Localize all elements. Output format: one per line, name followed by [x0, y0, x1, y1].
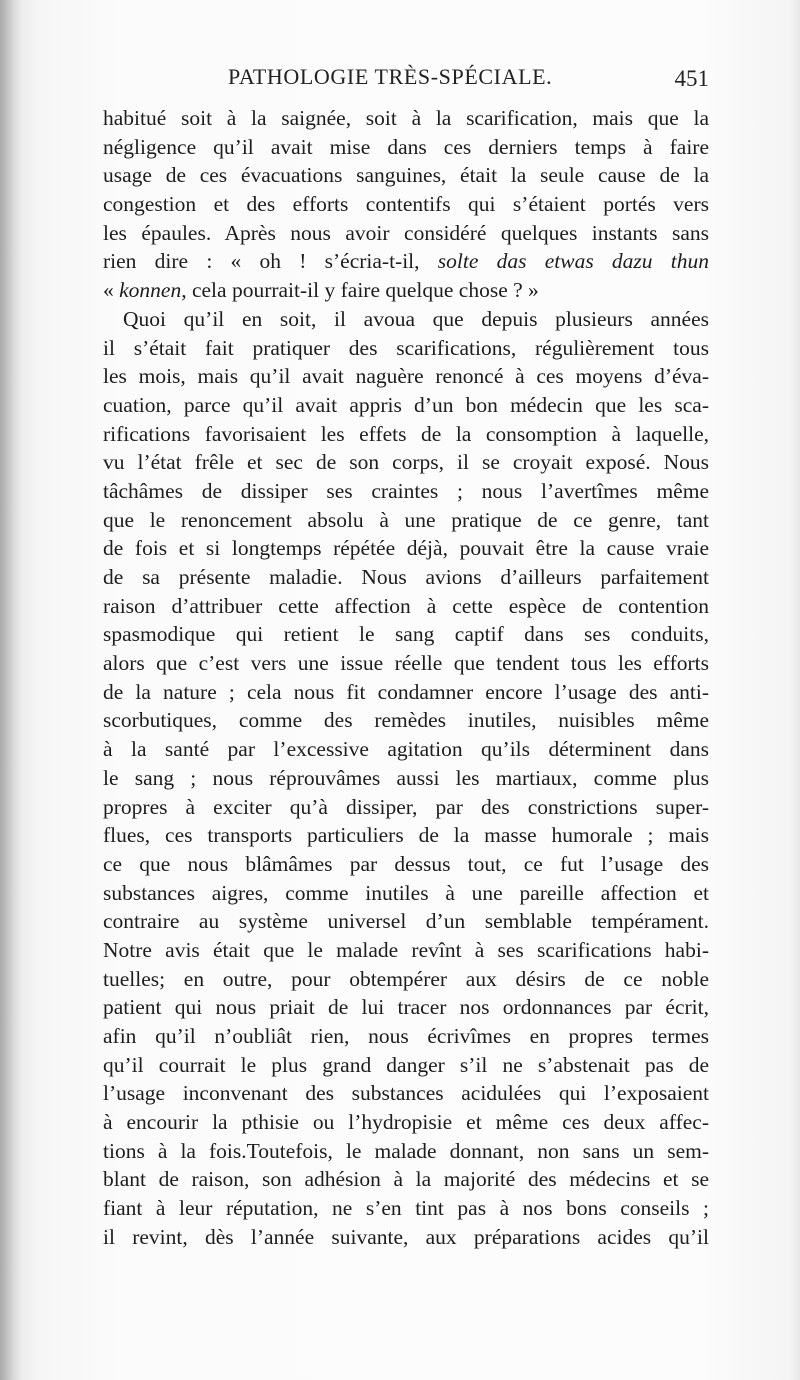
text-line-part: rien dire : « oh ! s’écria-t-il, [103, 249, 438, 274]
text-line-with-italic [103, 247, 709, 276]
running-head [103, 62, 709, 96]
text-line: alors que c’est vers une issue réelle que tendent tous les efforts [103, 651, 709, 676]
text-line: raison d’attribuer cette affection à cette espèce de contention [103, 593, 709, 618]
text-line: le sang ; nous réprouvâmes aussi les martiaux, comme plus [103, 765, 709, 790]
text-line: à la santé par l’excessive agitation qu’ils déterminent dans [103, 737, 709, 762]
page-number: 451 [674, 66, 709, 91]
text-line: habitué soit à la saignée, soit à la scarification, mais que la [103, 106, 709, 130]
text-line: que le renoncement absolu à une pratique de ce genre, tant [103, 507, 709, 532]
text-line: scorbutiques, comme des remèdes inutiles, nuisibles même [103, 708, 709, 733]
text-line: tâchâmes de dissiper ses craintes ; nous l’avertîmes même [103, 478, 709, 503]
text-line: substances aigres, comme inutiles à une pareille affection et [103, 880, 709, 905]
italic-word: konnen [119, 278, 182, 303]
text-line: vu l’état frêle et sec de son corps, il se croyait exposé. Nous [103, 450, 709, 475]
text-line-with-italic [103, 276, 709, 305]
text-line: fiant à leur réputation, ne s’en tint pas à nos bons conseils ; [103, 1196, 709, 1221]
text-line: spasmodique qui retient le sang captif dans ses conduits, [103, 622, 709, 647]
body-text [103, 104, 709, 1252]
text-line: contraire au système universel d’un semblable tempérament. [103, 909, 709, 934]
text-line: négligence qu’il avait mise dans ces derniers temps à faire [103, 134, 709, 159]
text-line: ce que nous blâmâmes par dessus tout, ce fut l’usage des [103, 851, 709, 876]
text-line: l’usage inconvenant des substances acidulées qui l’exposaient [103, 1081, 709, 1106]
text-line: blant de raison, son adhésion à la majorité des médecins et se [103, 1167, 709, 1192]
gutter-shadow [0, 0, 22, 1380]
text-line: congestion et des efforts contentifs qui s’étaient portés vers [103, 192, 709, 217]
page-header-title: PATHOLOGIE TRÈS-SPÉCIALE. [228, 64, 553, 89]
text-line: cuation, parce qu’il avait appris d’un bon médecin que les sca- [103, 392, 709, 417]
text-line: afin qu’il n’oubliât rien, nous écrivîmes en propres termes [103, 1024, 709, 1048]
text-line: les épaules. Après nous avoir considéré quelques instants sans [103, 220, 709, 245]
text-line: les mois, mais qu’il avait naguère renoncé à ces moyens d’éva- [103, 364, 709, 389]
text-line: qu’il courrait le plus grand danger s’il ne s’abstenait pas de [103, 1052, 709, 1077]
text-line: flues, ces transports particuliers de la masse humorale ; mais [103, 823, 709, 848]
text-line: Notre avis était que le malade revînt à ses scarifications habi- [103, 937, 709, 962]
text-line: à encourir la pthisie ou l’hydropisie et même ces deux affec- [103, 1110, 709, 1135]
text-line-part: , cela pourrait-il y faire quelque chose ? » [181, 278, 539, 303]
text-line: de sa présente maladie. Nous avions d’ailleurs parfaitement [103, 565, 709, 589]
text-line: de la nature ; cela nous fit condamner encore l’usage des anti- [103, 679, 709, 704]
text-line: propres à exciter qu’à dissiper, par des constrictions super- [103, 794, 709, 819]
text-line: tions à la fois.Toutefois, le malade donnant, non sans un sem- [103, 1138, 709, 1163]
text-line: usage de ces évacuations sanguines, était la seule cause de la [103, 163, 709, 188]
text-line: de fois et si longtemps répétée déjà, pouvait être la cause vraie [103, 536, 709, 561]
text-line: il s’était fait pratiquer des scarifications, régulièrement tous [103, 335, 709, 360]
text-line: il revint, dès l’année suivante, aux préparations acides qu’il [103, 1224, 709, 1249]
text-line: tuelles; en outre, pour obtempérer aux désirs de ce noble [103, 966, 709, 991]
italic-phrase: solte das etwas dazu thun [437, 249, 710, 274]
text-line: rifications favorisaient les effets de la consomption à laquelle, [103, 421, 709, 446]
paragraph-first-line: Quoi qu’il en soit, il avoua que depuis plusieurs années [123, 306, 709, 331]
text-line-part: « [103, 278, 120, 303]
text-line: patient qui nous priait de lui tracer nos ordonnances par écrit, [103, 995, 709, 1020]
